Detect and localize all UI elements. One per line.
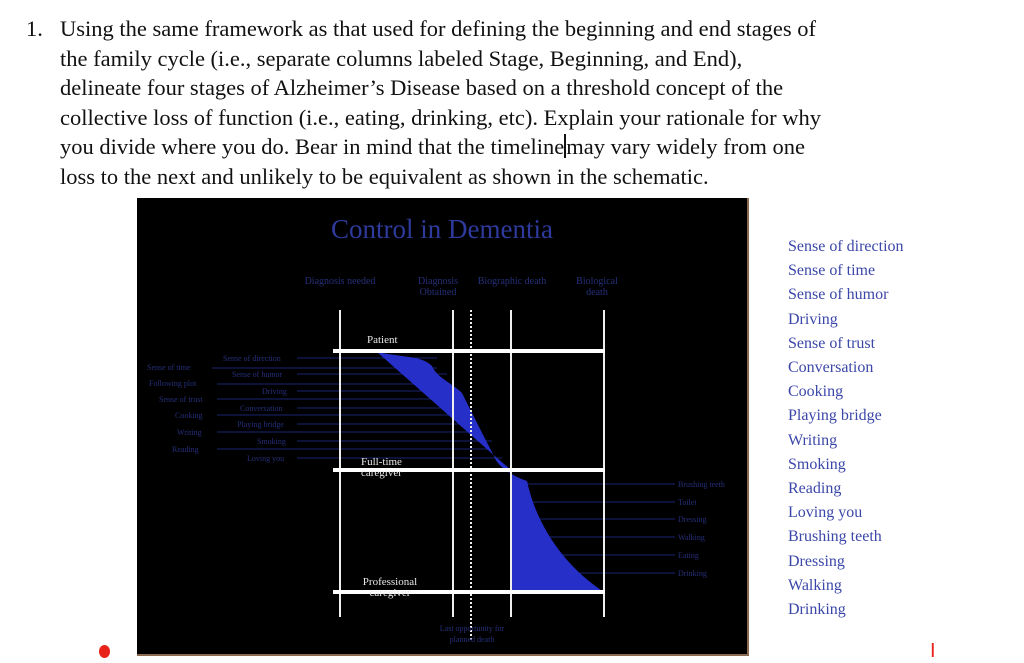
function-label: Brushing teeth: [678, 480, 725, 489]
function-label: Dressing: [678, 515, 707, 524]
planned-death-note: Last opportunity for planned death: [439, 624, 505, 644]
milestone-line: [510, 310, 512, 617]
function-label: Smoking: [257, 437, 286, 446]
function-list: [788, 235, 904, 622]
function-label: Conversation: [240, 404, 283, 413]
function-label: Driving: [262, 387, 287, 396]
ibeam-cursor-icon: I: [930, 640, 936, 662]
list-item: Reading: [788, 480, 842, 498]
question-line: collective loss of function (i.e., eating, drinking, etc). Explain your rationale for why: [60, 104, 822, 130]
question-line: Using the same framework as that used for defining the beginning and end stages of: [60, 16, 817, 41]
list-item: Conversation: [788, 359, 874, 377]
figure-title: Control in Dementia: [331, 214, 553, 244]
question-text-part: may vary widely from one: [566, 134, 805, 159]
list-item: Sense of humor: [788, 286, 889, 304]
function-label: Toilet: [678, 498, 697, 507]
control-in-dementia-figure: [137, 198, 749, 656]
function-label: Cooking: [175, 411, 203, 420]
function-label: Reading: [172, 445, 199, 454]
function-label: Loving you: [247, 454, 285, 463]
role-label: Full-time caregiver: [361, 456, 402, 479]
question-line: [60, 132, 920, 162]
milestone-line: [339, 310, 341, 617]
question-line: loss to the next and unlikely to be equivalent as shown in the schematic.: [60, 163, 709, 189]
question-line: the family cycle (i.e., separate columns labeled Stage, Beginning, and End),: [60, 45, 743, 71]
list-item: Brushing teeth: [788, 528, 882, 546]
list-item: Sense of direction: [788, 238, 904, 255]
list-item: Sense of trust: [788, 334, 876, 352]
red-bullet-icon: [99, 645, 110, 658]
list-item: Playing bridge: [788, 407, 882, 425]
function-label: Eating: [678, 551, 699, 560]
function-label: Following plot: [149, 379, 197, 388]
question-line: delineate four stages of Alzheimer’s Disease based on a threshold concept of the: [60, 75, 784, 100]
function-label: Walking: [678, 533, 705, 542]
question-text-part: you divide where you do. Bear in mind that the timeline: [60, 134, 565, 159]
list-item: Driving: [788, 310, 838, 328]
role-label: Patient: [367, 334, 398, 346]
list-item: Smoking: [788, 455, 846, 473]
function-label: Drinking: [678, 569, 707, 578]
list-item: Writing: [788, 431, 838, 449]
list-item: Dressing: [788, 552, 845, 570]
list-item: Sense of time: [788, 262, 876, 280]
function-label: Sense of trust: [159, 395, 203, 404]
function-label: Playing bridge: [237, 420, 284, 429]
list-item: Drinking: [788, 601, 846, 619]
milestone-line: [452, 310, 454, 617]
function-label: Sense of direction: [223, 354, 281, 363]
milestone-label: Diagnosis needed: [304, 276, 376, 287]
stage-bar: [333, 349, 605, 353]
function-label: Writing: [177, 428, 202, 437]
question-number: 1.: [26, 16, 43, 41]
milestone-line: [603, 310, 605, 617]
loss-curve: [137, 198, 747, 654]
milestone-label: Diagnosis Obtained: [418, 276, 458, 298]
milestone-label: Biological death: [576, 276, 618, 298]
list-item: Loving you: [788, 504, 863, 522]
list-item: Cooking: [788, 383, 844, 401]
function-label: Sense of humor: [232, 370, 283, 379]
role-label: Professional caregiver: [362, 576, 418, 599]
milestone-label: Biographic death: [477, 276, 547, 287]
list-item: Walking: [788, 576, 842, 594]
function-label: Sense of time: [147, 363, 191, 372]
